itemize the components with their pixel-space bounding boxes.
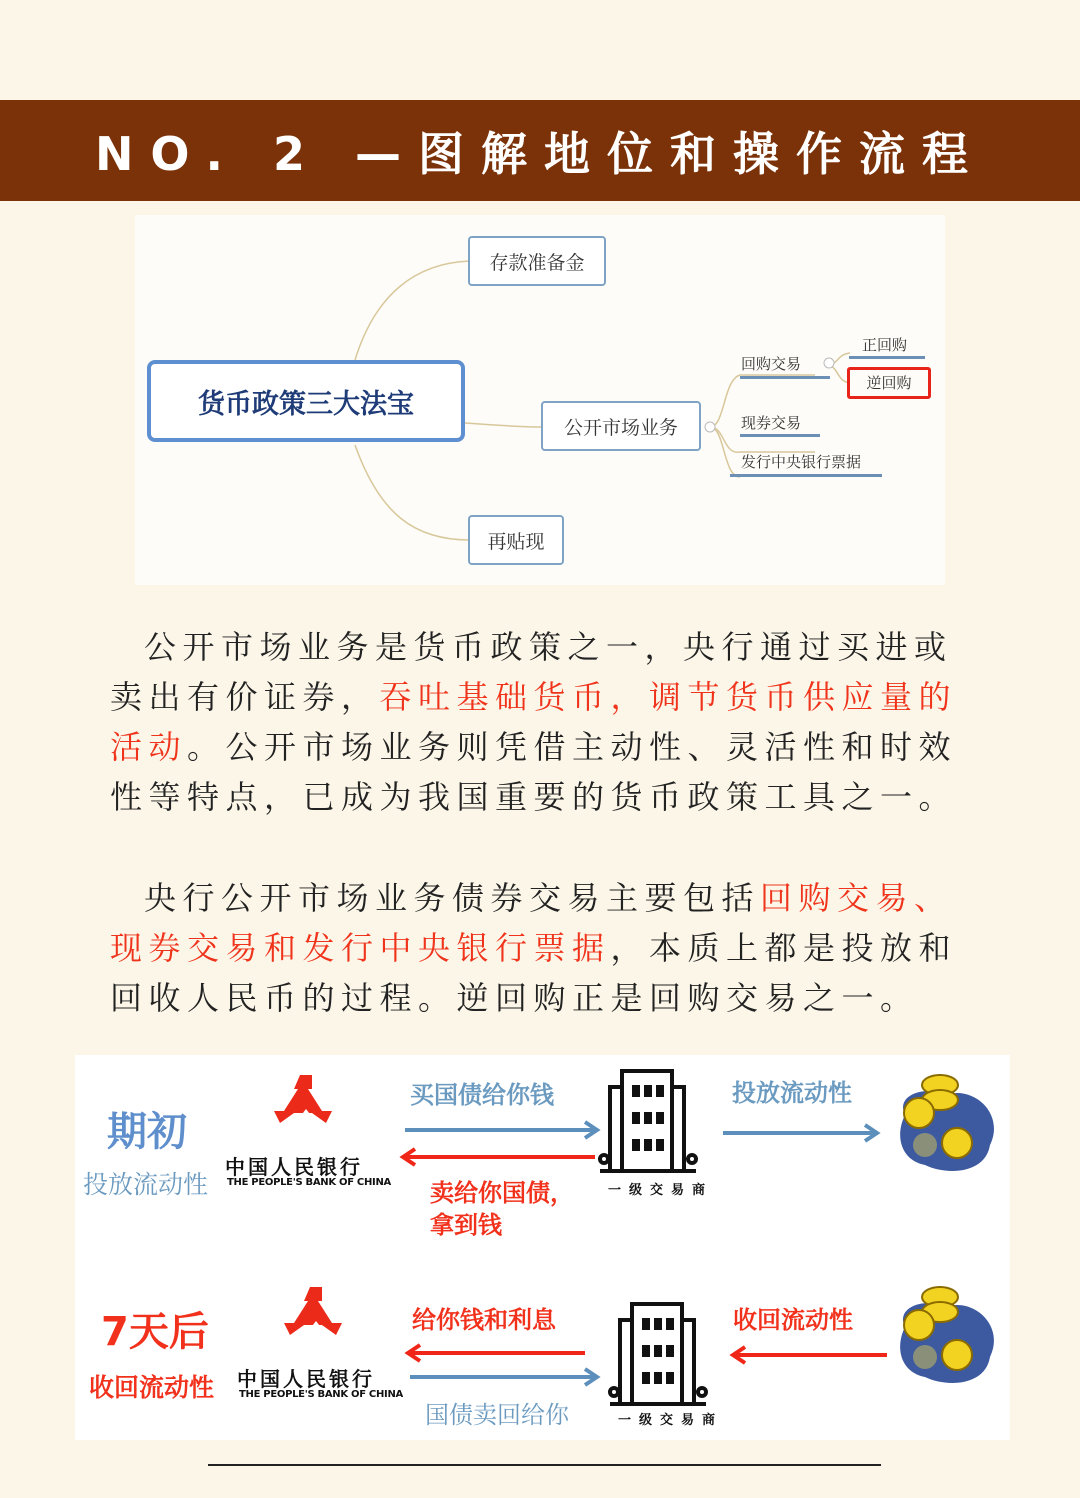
label-get-money: 拿到钱 — [430, 1211, 502, 1239]
arrow-right-icon — [405, 1122, 597, 1138]
arrow-left-icon — [403, 1149, 595, 1165]
phase-after: 7天后 — [101, 1309, 209, 1355]
text: 。公开市场业务则凭借主动性、灵活性和时效性等特点，已成为我国重要的货币政策工具之一。 — [110, 728, 958, 816]
label-pay-interest: 给你钱和利息 — [412, 1306, 556, 1334]
coins-icon — [900, 1287, 994, 1383]
bank-name-en: THE PEOPLE'S BANK OF CHINA — [239, 1389, 403, 1400]
phase-after-sub: 收回流动性 — [89, 1373, 215, 1402]
divider — [740, 376, 830, 379]
mind-map — [135, 215, 945, 585]
building-icon — [610, 1304, 706, 1404]
paragraph-1 — [110, 622, 972, 822]
leaf-repo-reverse: 逆回购 — [847, 367, 931, 399]
phase-start-sub: 投放流动性 — [83, 1170, 209, 1199]
divider — [730, 474, 882, 477]
label-inject: 投放流动性 — [732, 1079, 852, 1107]
section-header — [0, 100, 1080, 201]
node-rediscount[interactable]: 再贴现 — [468, 515, 564, 565]
dealer-label: 一级交易商 — [618, 1413, 724, 1428]
diagram-graphics — [75, 1055, 1010, 1440]
building-icon — [600, 1071, 696, 1171]
coins-icon — [900, 1075, 994, 1171]
label-sell-bonds: 卖给你国债， — [430, 1179, 574, 1207]
text: 公开市场业务是货币政策之一，央行通过买进或卖出有价证券， — [110, 628, 953, 716]
leaf-repo: 回购交易 — [741, 355, 802, 373]
phase-start: 期初 — [107, 1109, 187, 1155]
repo-diagram — [75, 1055, 1010, 1440]
node-reserve[interactable]: 存款准备金 — [468, 236, 606, 286]
leaf-spot: 现券交易 — [741, 414, 802, 432]
text: ，本质上都是投放和回收人民币的过程。逆回购正是回购交易之一。 — [110, 929, 958, 1017]
bank-name-en: THE PEOPLE'S BANK OF CHINA — [227, 1177, 391, 1188]
bank-name-cn: 中国人民银行 — [237, 1367, 375, 1391]
text: 央行公开市场业务债券交易主要包括 — [144, 879, 761, 917]
bottom-divider — [208, 1464, 881, 1466]
section-title: NO. 2 —图解地位和操作流程 — [94, 126, 986, 181]
pboc-logo-icon — [274, 1075, 332, 1127]
leaf-bills: 发行中央银行票据 — [741, 453, 862, 471]
label-withdraw: 收回流动性 — [733, 1306, 853, 1334]
arrow-right-icon — [410, 1369, 597, 1385]
arrow-right-icon — [723, 1125, 877, 1141]
bank-name-cn: 中国人民银行 — [225, 1155, 363, 1179]
node-omo[interactable]: 公开市场业务 — [541, 401, 701, 451]
pboc-logo-icon — [284, 1287, 342, 1339]
divider — [849, 356, 925, 359]
highlight-text: 回购交易、现券交易和发行中央银行票据 — [110, 879, 953, 967]
leaf-repo-pos: 正回购 — [862, 336, 908, 354]
label-bonds-back: 国债卖回给你 — [425, 1401, 569, 1429]
root-node[interactable]: 货币政策三大法宝 — [147, 360, 465, 442]
label-buy-bonds: 买国债给你钱 — [410, 1081, 554, 1109]
arrow-left-icon — [408, 1345, 585, 1361]
paragraph-2 — [110, 873, 972, 1023]
highlight-text: 吞吐基础货币，调节货币供应量的活动 — [110, 678, 958, 766]
arrow-left-icon — [733, 1347, 887, 1363]
divider — [740, 434, 820, 437]
dealer-label: 一级交易商 — [608, 1183, 714, 1198]
